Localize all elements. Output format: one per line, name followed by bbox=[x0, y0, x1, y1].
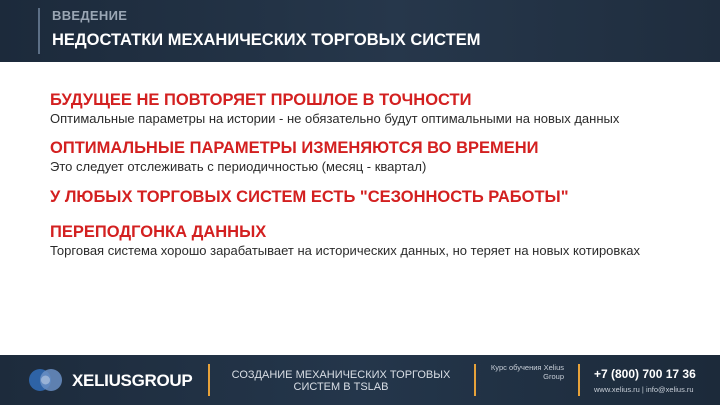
item-heading: ПЕРЕПОДГОНКА ДАННЫХ bbox=[50, 223, 267, 241]
course-title: СОЗДАНИЕ МЕХАНИЧЕСКИХ ТОРГОВЫХ СИСТЕМ В TSLAB bbox=[231, 369, 451, 393]
footer bbox=[0, 355, 720, 405]
content bbox=[50, 90, 670, 258]
list-item bbox=[50, 90, 670, 126]
slide-title: НЕДОСТАТКИ МЕХАНИЧЕСКИХ ТОРГОВЫХ СИСТЕМ bbox=[52, 31, 481, 49]
item-text: Торговая система хорошо зарабатывает на исторических данных, но теряет на новых котировках bbox=[50, 243, 641, 258]
footer-divider bbox=[578, 364, 580, 396]
item-text: Это следует отслеживать с периодичностью (месяц - квартал) bbox=[50, 159, 427, 174]
xelius-logo bbox=[28, 365, 193, 395]
list-item bbox=[50, 222, 670, 258]
item-heading: БУДУЩЕЕ НЕ ПОВТОРЯЕТ ПРОШЛОЕ В ТОЧНОСТИ bbox=[50, 91, 472, 109]
phone-number[interactable]: +7 (800) 700 17 36 bbox=[594, 367, 696, 381]
list-item bbox=[50, 187, 670, 208]
course-label: Курс обучения Xelius Group bbox=[490, 363, 564, 381]
footer-divider bbox=[474, 364, 476, 396]
header-accent-bar bbox=[38, 8, 40, 54]
item-heading: ОПТИМАЛЬНЫЕ ПАРАМЕТРЫ ИЗМЕНЯЮТСЯ ВО ВРЕМЕНИ bbox=[50, 139, 539, 157]
header bbox=[0, 0, 720, 62]
item-heading: У ЛЮБЫХ ТОРГОВЫХ СИСТЕМ ЕСТЬ "СЕЗОННОСТЬ РАБОТЫ" bbox=[50, 188, 569, 206]
logo-mark-icon bbox=[28, 366, 68, 394]
contact-links[interactable]: www.xelius.ru | info@xelius.ru bbox=[594, 385, 694, 394]
item-text: Оптимальные параметры на истории - не обязательно будут оптимальными на новых данных bbox=[50, 111, 620, 126]
footer-divider bbox=[208, 364, 210, 396]
logo-wordmark: XELIUSGROUP bbox=[72, 371, 193, 390]
list-item bbox=[50, 138, 670, 174]
section-kicker: ВВЕДЕНИЕ bbox=[52, 8, 128, 23]
